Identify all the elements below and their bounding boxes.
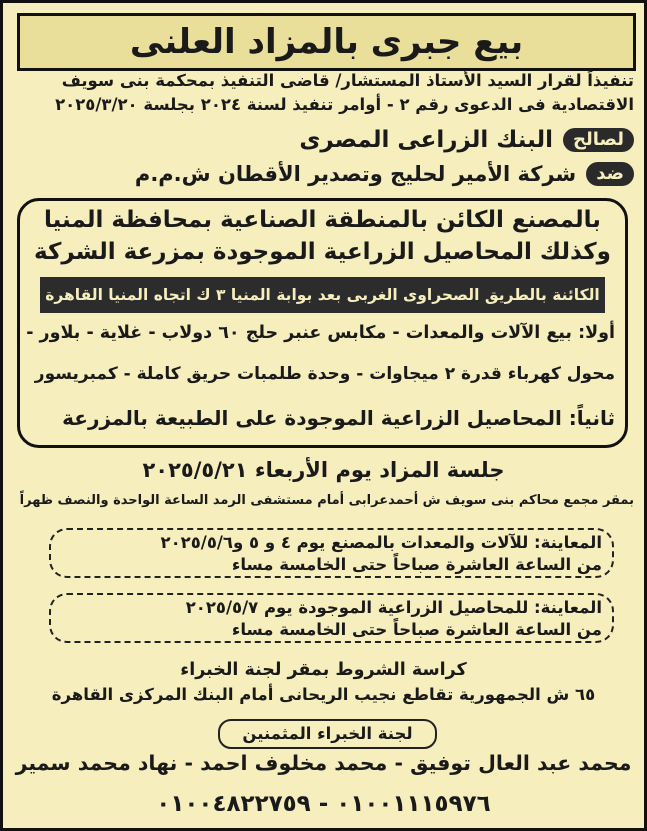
conditions-booklet: كراسة الشروط بمقر لجنة الخبراء xyxy=(180,660,467,680)
debtor-name: شركة الأمير لحليج وتصدير الأقطان ش.م.م xyxy=(134,162,577,186)
committee-address: ٦٥ ش الجمهورية تقاطع نجيب الريحانى أمام البنك المركزى القاهرة xyxy=(51,685,596,704)
creditor-name: البنك الزراعى المصرى xyxy=(299,127,553,153)
committee-label: لجنة الخبراء المثمنين xyxy=(218,719,437,749)
items-box xyxy=(17,198,628,448)
session-location: بمقر مجمع محاكم بنى سويف ش أحمدعرابى أمام مستشفى الرمد الساعة الواحدة والنصف ظهراً xyxy=(19,493,634,508)
inspection-machines xyxy=(49,528,614,578)
inspection-machines-hours: من الساعة العاشرة صباحاً حتى الخامسة مساء xyxy=(231,555,602,574)
items-first-cont: محول كهرباء قدرة ٢ ميجاوات - وحدة طلمبات حريق كاملة - كمبريسور xyxy=(34,364,615,384)
intro-line-2: الاقتصادية فى الدعوى رقم ٢ - أوامر تنفيذ لسنة ٢٠٢٤ بجلسة ٢٠٢٥/٣/٢٠ xyxy=(55,95,634,114)
session-date: جلسة المزاد يوم الأربعاء ٢٠٢٥/٥/٢١ xyxy=(142,458,505,482)
debtor-row xyxy=(13,159,634,189)
creditor-row xyxy=(13,125,634,155)
debtor-label: ضد xyxy=(586,162,634,186)
items-first: أولا: بيع الآلات والمعدات - مكابس عنبر حلج ٦٠ دولاب - غلاية - بلاور - xyxy=(26,323,615,343)
farm-road-banner: الكائنة بالطريق الصحراوى الغربى بعد بوابة المنيا ٣ ك اتجاه المنيا القاهرة xyxy=(40,277,605,313)
factory-location: بالمصنع الكائن بالمنطقة الصناعية بمحافظة المنيا xyxy=(44,207,601,233)
notice-title: بيع جبرى بالمزاد العلنى xyxy=(17,13,636,71)
inspection-machines-dates: المعاينة: للآلات والمعدات بالمصنع يوم ٤ و ٥ و٢٠٢٥/٥/٦ xyxy=(160,533,602,552)
farm-crops: وكذلك المحاصيل الزراعية الموجودة بمزرعة الشركة xyxy=(34,239,611,265)
items-second: ثانياً: المحاصيل الزراعية الموجودة على الطبيعة بالمزرعة xyxy=(62,406,615,430)
inspection-crops-date: المعاينة: للمحاصيل الزراعية الموجودة يوم ٢٠٢٥/٥/٧ xyxy=(185,598,602,617)
inspection-crops xyxy=(49,593,614,643)
inspection-crops-hours: من الساعة العاشرة صباحاً حتى الخامسة مساء xyxy=(231,620,602,639)
contact-phones: ٠١٠٠١١١٥٩٧٦ - ٠١٠٠٤٨٢٢٧٥٩ xyxy=(156,791,491,817)
intro-line-1: تنفيذاً لقرار السيد الأستاذ المستشار/ قاضى التنفيذ بمحكمة بنى سويف xyxy=(61,71,634,90)
creditor-label: لصالح xyxy=(563,128,634,152)
committee-names: محمد عبد العال توفيق - محمد مخلوف احمد - نهاد محمد سمير xyxy=(15,751,632,775)
